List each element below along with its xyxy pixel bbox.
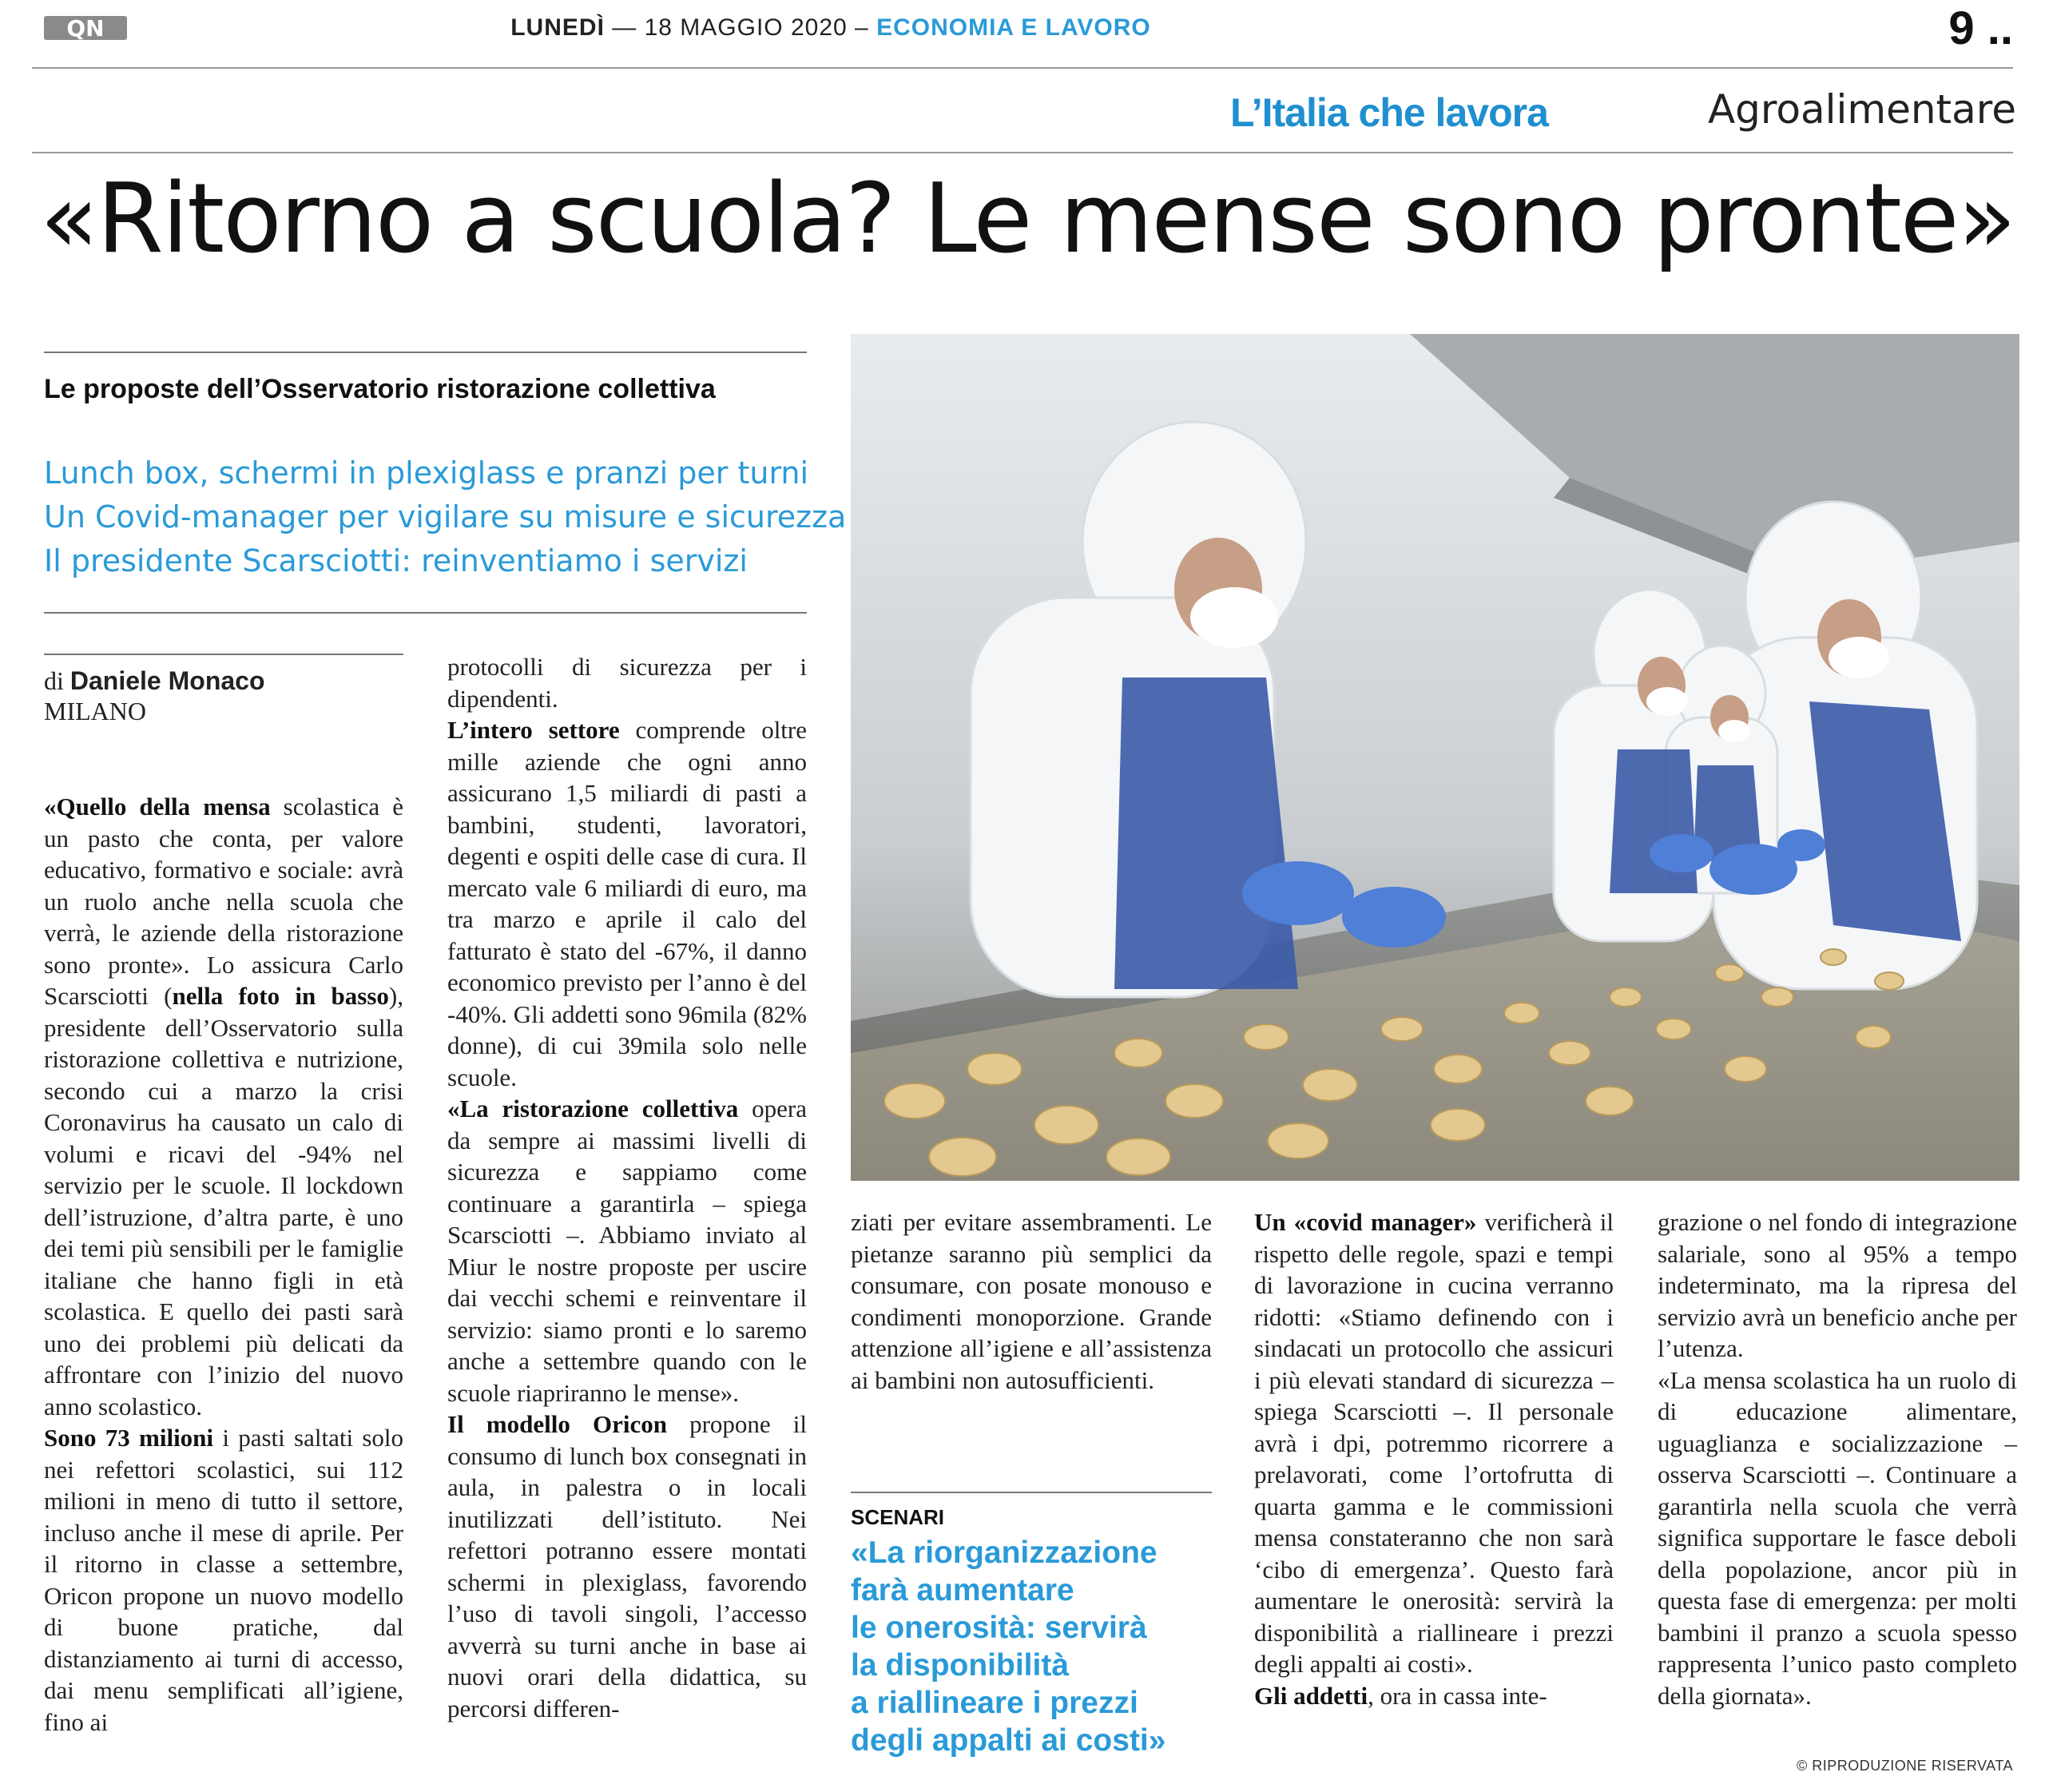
dateline-date: — 18 MAGGIO 2020 –: [612, 14, 869, 41]
pull-quote-line: degli appalti ai costi»: [851, 1723, 1166, 1758]
byline: [44, 666, 403, 726]
byline-rule: [44, 654, 403, 655]
subtitle-line: Lunch box, schermi in plexiglass e pranzi per turni: [44, 455, 809, 491]
scenari-rule: [851, 1492, 1212, 1493]
pull-quote-line: «La riorganizzazione: [851, 1536, 1158, 1570]
paragraph: Gli addetti, ora in cassa inte-: [1254, 1681, 1547, 1710]
page-number: 9 ..: [1948, 2, 2013, 54]
paragraph-lead: «Quello della mensa: [44, 793, 271, 821]
copyright: © RIPRODUZIONE RISERVATA: [1797, 1758, 2013, 1774]
byline-author: Daniele Monaco: [69, 666, 265, 695]
inline-bold: nella foto in basso: [172, 982, 389, 1010]
section-category: Agroalimentare: [1707, 86, 2016, 133]
paragraph: L’intero settore comprende oltre mille aziende che ogni anno assicurano 1,5 miliardi di pasti a bambini, studenti, lavoratori, degenti e ospiti delle case di cura. Il mercato vale 6 miliardi di euro, ma tra marzo e aprile il calo del fatturato è stato del -67%, il danno economico previsto per l’anno è del -40%. Gli addetti sono 96mila (82% donne), di cui 39mila solo nelle scuole.: [447, 716, 807, 1091]
pull-quote-line: la disponibilità: [851, 1648, 1070, 1683]
pull-quote: [851, 1534, 1226, 1759]
paragraph: ziati per evitare assembramenti. Le pietanze saranno più semplici da consumare, con posate monouso e condimenti monoporzione. Grande attenzione all’igiene e all’assistenza ai bambini non autosufficienti.: [851, 1208, 1212, 1394]
article-column-1: [44, 791, 403, 1738]
article-column-5: [1658, 1206, 2017, 1711]
paragraph: «La mensa scolastica ha un ruolo di di educazione alimentare, uguaglianza e socializzazione – osserva Scarsciotti –. Continuare a garantirla nella scuola che verrà significa supportare le fasce deboli della popolazione, ancor più in questa fase di emergenza: per molti bambini il pranzo a scuola spesso rappresenta l’unico pasto completo della giornata».: [1658, 1365, 2017, 1710]
kicker: Le proposte dell’Osservatorio ristorazione collettiva: [44, 374, 716, 404]
dateline: [0, 14, 1662, 42]
paragraph: «Quello della mensa scolastica è un pasto che conta, per valore educativo, formativo e sociale: avrà un ruolo anche nella scuola che verrà, le aziende della ristorazione sono pronte». Lo assicura Carlo Scarsciotti (nella foto in basso), presidente dell’Osservatorio sulla ristorazione collettiva e nutrizione, secondo cui a marzo la crisi Coronavirus ha causato un calo di volumi e ricavi del -94% nel servizio per le scuole. Il lockdown dell’istruzione, d’altra parte, è uno dei temi più sensibili per le famiglie italiane che hanno figli in età scolastica. E quello dei pasti sarà uno dei problemi più delicati da affrontare con l’inizio del nuovo anno scolastico.: [44, 793, 403, 1420]
page-title: «Ritorno a scuola? Le mense sono pronte»: [40, 164, 2015, 275]
paragraph: grazione o nel fondo di integrazione salariale, sono al 95% a tempo indeterminato, ma la ripresa del servizio avrà un beneficio anche per l’utenza.: [1658, 1208, 2017, 1362]
paragraph-lead: «La ristorazione collettiva: [447, 1095, 739, 1122]
header-rule: [32, 67, 2013, 69]
byline-place: MILANO: [44, 697, 146, 725]
deck-rule-top: [44, 352, 807, 353]
scenari-label: SCENARI: [851, 1505, 945, 1529]
byline-prefix: di: [44, 666, 64, 695]
paragraph-lead: Un «covid manager»: [1254, 1208, 1477, 1236]
paragraph-lead: Il modello Oricon: [447, 1410, 667, 1438]
paragraph: Un «covid manager» verificherà il rispetto delle regole, spazi e tempi di lavorazione in cucina verranno ridotti: «Stiamo definendo con i sindacati un protocollo che assicuri i più elevati standard di sicurezza – spiega Scarsciotti –. Il personale avrà i dpi, potremmo ricorrere a prelavorati, come l’ortofrutta di quarta gamma e le commissioni mensa constateranno che non sarà ‘cibo di emergenza’. Questo farà aumentare le onerosità: servirà la disponibilità a riallineare i prezzi degli appalti ai costi».: [1254, 1208, 1614, 1678]
svg-text:QN: QN: [66, 15, 105, 42]
paragraph-lead: L’intero settore: [447, 716, 620, 744]
dateline-section: ECONOMIA E LAVORO: [876, 14, 1151, 41]
subtitles: [44, 451, 847, 583]
section-rubric: L’Italia che lavora: [1230, 90, 1548, 135]
paragraph-lead: Sono 73 milioni: [44, 1424, 214, 1452]
paragraph: Il modello Oricon propone il consumo di lunch box consegnati in aula, in palestra o in locali inutilizzati dell’istituto. Nei refettori potranno essere montati schermi in plexiglass, favorendo l’uso di tavoli singoli, l’accesso avverrà su turni anche in base ai nuovi orari della didattica, su percorsi differen-: [447, 1410, 807, 1722]
paragraph-lead: Gli addetti: [1254, 1681, 1368, 1710]
dateline-day: LUNEDÌ: [510, 14, 605, 41]
deck-rule-bottom: [44, 612, 807, 614]
pull-quote-line: a riallineare i prezzi: [851, 1686, 1138, 1720]
paragraph: Sono 73 milioni i pasti saltati solo nei refettori scolastici, sui 112 milioni in meno di tutto il settore, incluso anche il mese di aprile. Per il ritorno in classe a settembre, Oricon propone un nuovo modello di buone pratiche, dal distanziamento ai turni di accesso, dai menu semplificati all’igiene, fino ai: [44, 1424, 404, 1736]
article-column-3: [851, 1206, 1212, 1396]
pull-quote-line: farà aumentare: [851, 1573, 1074, 1607]
paragraph: protocolli di sicurezza per i dipendenti.: [447, 653, 807, 713]
headline-rule: [32, 152, 2013, 153]
pull-quote-line: le onerosità: servirà: [851, 1611, 1147, 1645]
subtitle-line: Il presidente Scarsciotti: reinventiamo i servizi: [44, 543, 748, 578]
paragraph: «La ristorazione collettiva opera da sempre ai massimi livelli di sicurezza e sappiamo come continuare a garantirla – spiega Scarsciotti –. Abbiamo inviato al Miur le nostre proposte per uscire dai vecchi schemi e reinventare il servizio: siamo pronti e lo saremo anche a settembre quando con le scuole riapriranno le mense».: [447, 1095, 807, 1407]
article-column-2: [447, 651, 807, 1724]
article-column-4: [1254, 1206, 1614, 1711]
subtitle-line: Un Covid-manager per vigilare su misure e sicurezza: [44, 499, 847, 534]
food-factory-photo: [851, 334, 2019, 1181]
